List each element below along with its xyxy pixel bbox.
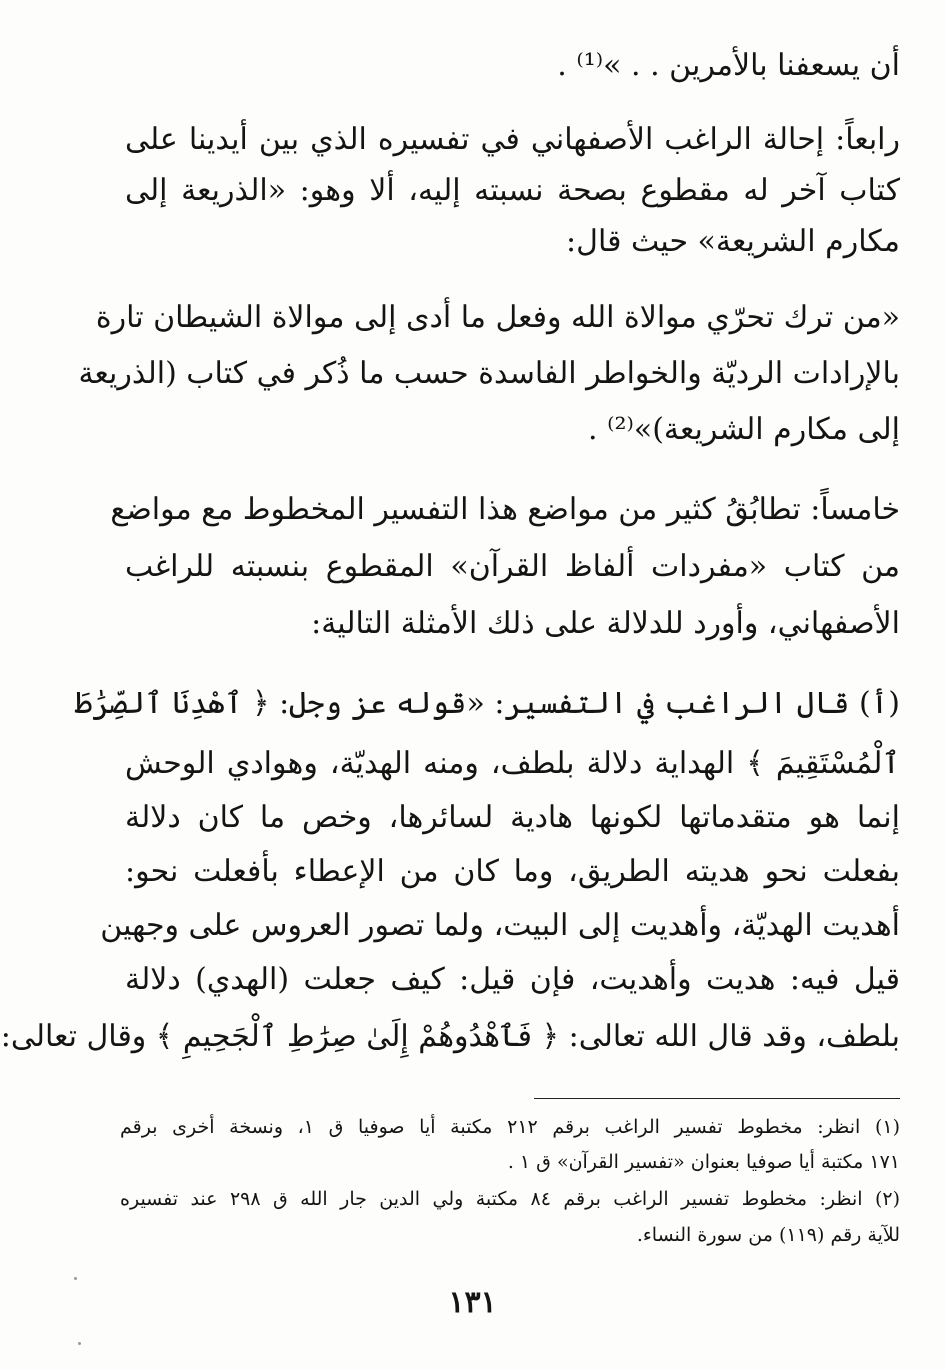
example-line-5: أهديت الهديّة، وأهديت إلى البيت، ولما تصور العروس على وجهين <box>100 908 900 943</box>
footnote-separator <box>534 1098 900 1099</box>
body-line-2: رابعاً: إحالة الراغب الأصفهاني في تفسيره الذي بين أيدينا على <box>125 122 900 157</box>
footnote-line-1: (١) انظر: مخطوط تفسير الراغب برقم ٢١٢ مكتبة أيا صوفيا ق ١، ونسخة أخرى برقم <box>120 1116 900 1138</box>
body-line-7: الأصفهاني، وأورد للدلالة على ذلك الأمثلة التالية: <box>311 606 900 641</box>
example-line-1: (أ) قال الراغب في التفسير: «قوله عز وجل: ﴿ ٱهْدِنَا ٱلصِّرَٰطَ <box>74 686 900 721</box>
body-line-6: من كتاب «مفردات ألفاظ القرآن» المقطوع بنسبته للراغب <box>125 549 900 584</box>
quote-line-3: إلى مكارم الشريعة)»⁽²⁾ . <box>588 412 900 447</box>
quote-line-1: «من ترك تحرّي موالاة الله وفعل ما أدى إلى موالاة الشيطان تارة <box>95 300 900 335</box>
example-line-2: ٱلْمُسْتَقِيمَ ﴾ الهداية دلالة بلطف، ومنه الهديّة، وهوادي الوحش <box>125 746 900 781</box>
body-line-1: أن يسعفنا بالأمرين . . »⁽¹⁾ . <box>557 48 900 83</box>
scan-speck <box>74 1277 77 1280</box>
scan-speck <box>78 1342 81 1345</box>
quote-line-2: بالإرادات الرديّة والخواطر الفاسدة حسب ما ذُكر في كتاب (الذريعة <box>78 356 900 391</box>
body-line-5: خامساً: تطابُقُ كثير من مواضع هذا التفسير المخطوط مع مواضع <box>110 492 900 527</box>
body-line-4: مكارم الشريعة» حيث قال: <box>566 224 900 259</box>
example-line-6: قيل فيه: هديت وأهديت، فإن قيل: كيف جعلت (الهدي) دلالة <box>125 962 900 997</box>
body-line-3: كتاب آخر له مقطوع بصحة نسبته إليه، ألا وهو: «الذريعة إلى <box>125 173 900 208</box>
example-line-7: بلطف، وقد قال الله تعالى: ﴿ فَٱهْدُوهُمْ إِلَىٰ صِرَٰطِ ٱلْجَحِيمِ ﴾ وقال تعالى: <box>0 1019 900 1054</box>
page-number: ١٣١ <box>448 1285 497 1320</box>
example-line-3: إنما هو متقدماتها لكونها هادية لسائرها، وخص ما كان دلالة <box>125 800 900 835</box>
example-line-4: بفعلت نحو هديته الطريق، وما كان من الإعطاء بأفعلت نحو: <box>125 854 900 889</box>
footnote-line-4: للآية رقم (١١٩) من سورة النساء. <box>636 1224 900 1246</box>
footnote-line-2: ١٧١ مكتبة أيا صوفيا بعنوان «تفسير القرآن» ق ١ . <box>507 1151 900 1173</box>
footnote-line-3: (٢) انظر: مخطوط تفسير الراغب برقم ٨٤ مكتبة ولي الدين جار الله ق ٢٩٨ عند تفسيره <box>120 1188 900 1210</box>
